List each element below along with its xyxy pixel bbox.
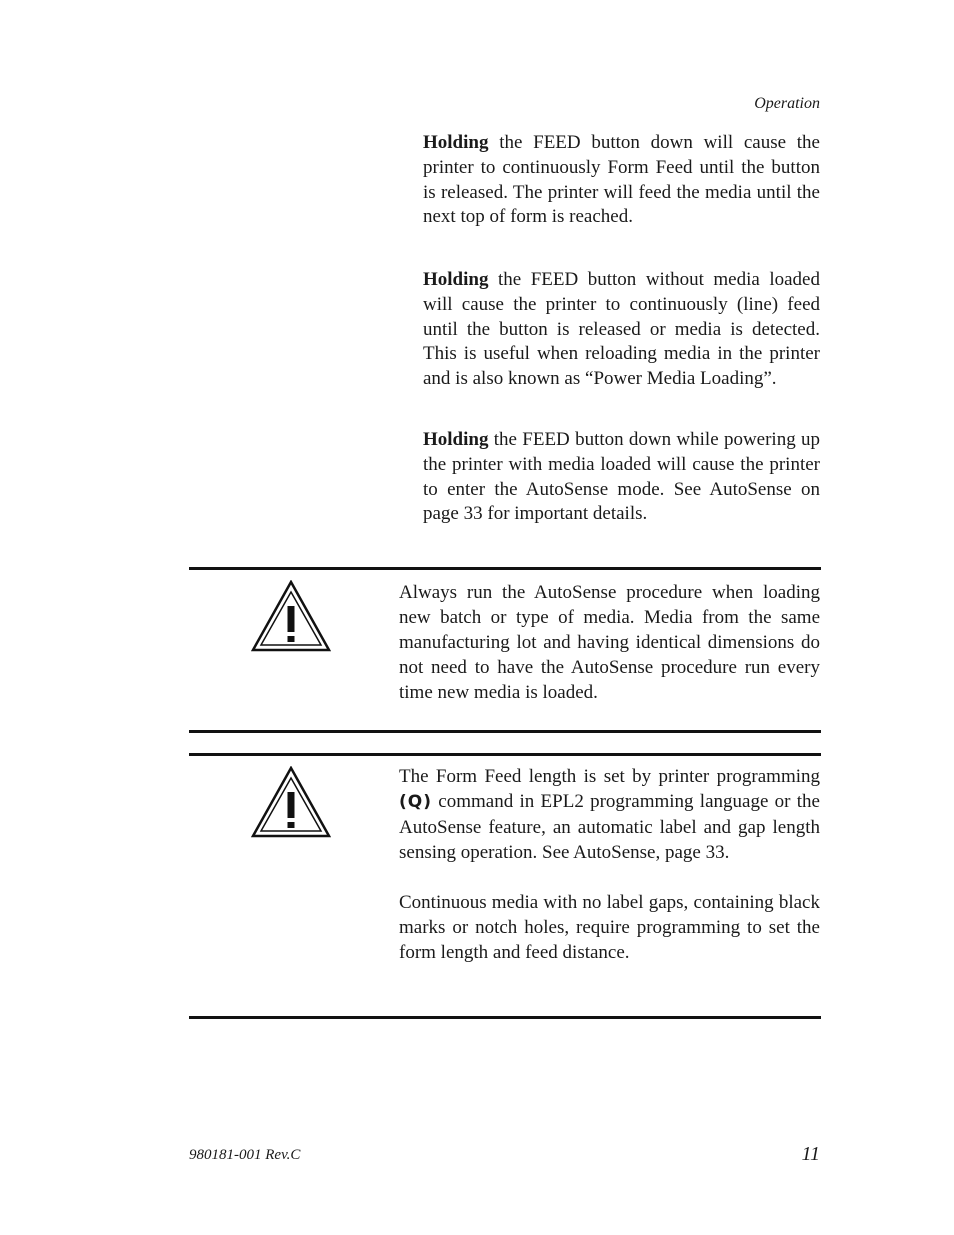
caution-note-form-feed [189,753,821,1019]
paragraph-holding-feed [423,131,820,230]
command-code: (Q) [399,792,432,812]
caution-note-autosense [189,567,821,733]
warning-icon [251,766,331,838]
paragraph-lead: Holding [423,429,489,450]
paragraph-text: the FEED button down while powering up the printer with media loaded will cause the printer to enter the AutoSense mode. See AutoSense on page 33 for important details. [423,429,820,525]
paragraph-text: the FEED button without media loaded will cause the printer to continuously (line) feed until the button is released or media is detected. This is useful when reloading media in the printer and is also known as “Power Media Loading”. [423,269,820,390]
paragraph-lead: Holding [423,269,489,290]
spacer [399,865,820,890]
document-number: 980181-001 Rev.C [189,1147,301,1163]
caution-note-text [399,764,820,965]
note-text-part: The Form Feed length is set by printer programming [399,766,820,787]
page-number: 11 [801,1143,820,1165]
paragraph-holding-power-up [423,428,820,527]
running-header: Operation [754,95,820,112]
warning-icon [251,580,331,652]
note-text-continuous-media: Continuous media with no label gaps, containing black marks or notch holes, require programming to set the form length and feed distance. [399,892,820,963]
paragraph-holding-no-media [423,268,820,392]
paragraph-text: the FEED button down will cause the printer to continuously Form Feed until the button is released. The printer will feed the media until the next top of form is reached. [423,132,820,228]
caution-note-text: Always run the AutoSense procedure when loading new batch or type of media. Media from the same manufacturing lot and having identical dimensions do not need to have the AutoSense procedure run every time new media is loaded. [399,582,820,703]
note-text-part: command in EPL2 programming language or the AutoSense feature, an automatic label and gap length sensing operation. See AutoSense, page 33. [399,791,820,863]
paragraph-lead: Holding [423,132,489,153]
